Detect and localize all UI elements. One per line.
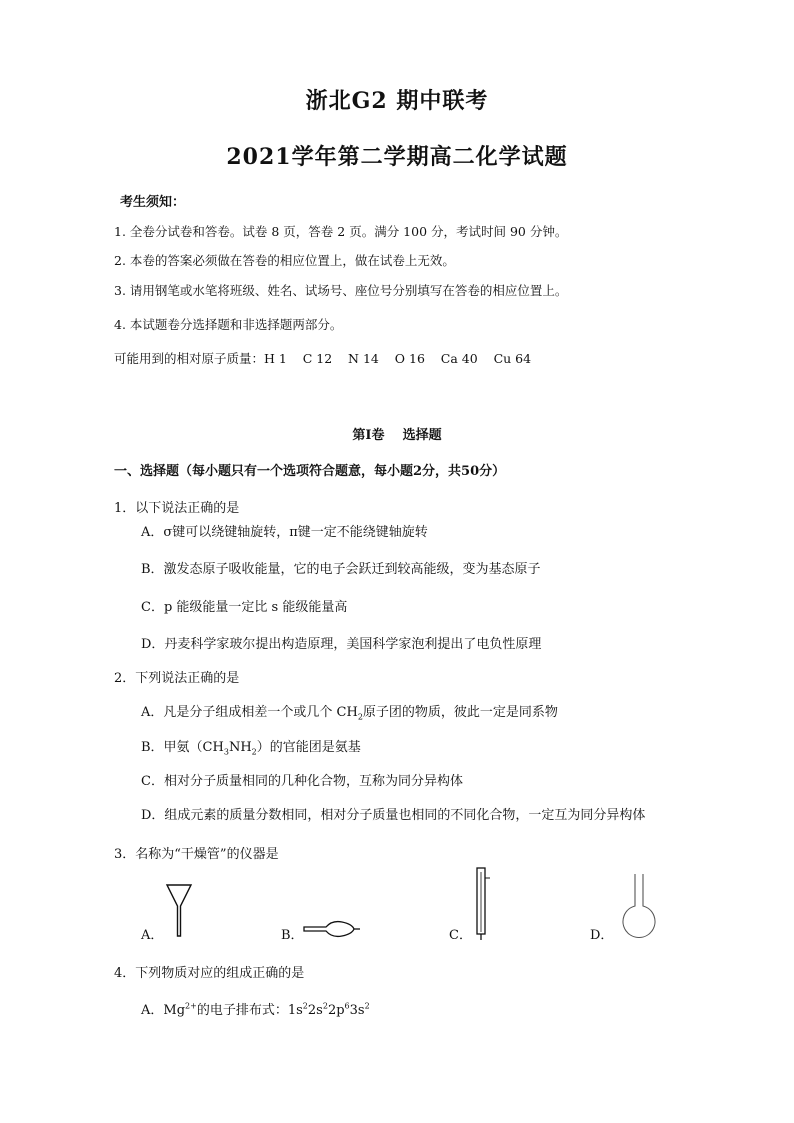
q1-option-d: D．丹麦科学家玻尔提出构造原理，美国科学家泡利提出了电负性原理: [141, 637, 542, 652]
q2-option-d: D．组成元素的质量分数相同，相对分子质量也相同的不同化合物，一定互为同分异构体: [141, 808, 646, 823]
orbital-1s-electrons: 2: [302, 1001, 308, 1011]
q2-option-b: [141, 736, 361, 757]
notice-item-1: 1. 全卷分试卷和答卷。试卷 8 页，答卷 2 页。满分 100 分，考试时间 90 分钟。: [114, 224, 568, 239]
q2-b-text-1: B．甲氨（CH: [141, 740, 224, 755]
electron-configuration: [288, 1003, 370, 1018]
q3-label-c: C．: [449, 928, 472, 943]
round-flask-icon: [621, 872, 657, 940]
q4-a-superscript: 2+: [185, 1001, 197, 1011]
atomic-masses: 可能用到的相对原子质量：H 1 C 12 N 14 O 16 Ca 40 Cu 64: [114, 351, 532, 366]
q2-option-c: C．相对分子质量相同的几种化合物，互称为同分异构体: [141, 774, 463, 789]
q1-option-b: B．激发态原子吸收能量，它的电子会跃迁到较高能级，变为基态原子: [141, 562, 541, 577]
q1-stem: 1．以下说法正确的是: [114, 501, 240, 516]
q2-b-subscript-1: 3: [223, 747, 229, 757]
q1-option-c: C．p 能级能量一定比 s 能级能量高: [141, 600, 348, 615]
q4-a-text-1: A．Mg: [141, 1003, 186, 1018]
q4-stem: 4．下列物质对应的组成正确的是: [114, 966, 305, 981]
orbital-2s-electrons: 2: [322, 1001, 328, 1011]
orbital-2p: 2p: [327, 1003, 345, 1018]
q2-b-text-2: NH: [228, 740, 252, 755]
exam-subtitle: 2021学年第二学期高二化学试题: [226, 144, 568, 170]
notice-item-4: 4. 本试题卷分选择题和非选择题两部分。: [114, 317, 343, 332]
drying-tube-icon: [302, 917, 362, 941]
orbital-2s: 2s: [307, 1003, 323, 1018]
q2-option-a: [141, 701, 558, 722]
q3-label-a: A．: [141, 928, 164, 943]
q2-b-text-3: ）的官能团是氨基: [256, 740, 361, 755]
burette-icon: [470, 866, 496, 942]
orbital-3s-electrons: 2: [364, 1001, 370, 1011]
funnel-icon: [164, 882, 194, 938]
notice-item-2: 2. 本卷的答案必须做在答卷的相应位置上，做在试卷上无效。: [114, 253, 455, 268]
q4-a-text-2: 的电子排布式：: [196, 1003, 288, 1018]
orbital-2p-electrons: 6: [344, 1001, 350, 1011]
section-heading: 一、选择题（每小题只有一个选项符合题意，每小题2分，共50分）: [114, 464, 506, 479]
q2-a-subscript: 2: [357, 712, 363, 722]
q1-option-a: A．σ键可以绕键轴旋转，π键一定不能绕键轴旋转: [141, 525, 428, 540]
exam-title: 浙北G2 期中联考: [305, 88, 489, 114]
notice-item-3: 3. 请用钢笔或水笔将班级、姓名、试场号、座位号分别填写在答卷的相应位置上。: [114, 283, 568, 298]
notice-heading: 考生须知：: [120, 195, 186, 210]
orbital-1s: 1s: [287, 1003, 303, 1018]
q3-label-d: D．: [590, 928, 614, 943]
q3-stem: 3．名称为“干燥管”的仪器是: [114, 847, 279, 862]
q2-a-text-2: 原子团的物质，彼此一定是同系物: [362, 705, 558, 720]
q2-b-subscript-2: 2: [251, 747, 257, 757]
q2-a-text-1: A．凡是分子组成相差一个或几个 CH: [141, 705, 358, 720]
orbital-3s: 3s: [349, 1003, 365, 1018]
q4-option-a: [141, 999, 370, 1018]
q3-label-b: B．: [281, 928, 304, 943]
part-title: 第I卷 选择题: [352, 428, 442, 443]
q2-stem: 2．下列说法正确的是: [114, 671, 240, 686]
